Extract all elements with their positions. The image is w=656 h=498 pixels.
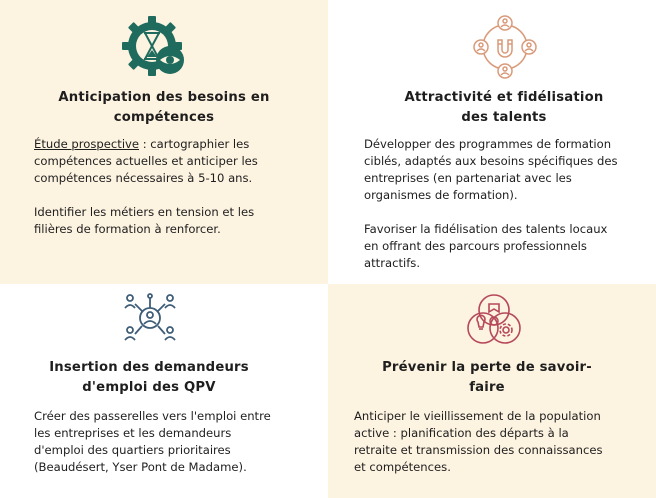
- panel-attractivite: [328, 0, 656, 284]
- panel-title: Insertion des demandeurs d'emploi des QPV: [49, 360, 249, 395]
- panel-body: Développer des programmes de formation ciblés, adaptés aux besoins spécifiques des entreprises (en partenariat avec les organismes de formation). Favoriser la fidélisation des talents locaux en offrant des parcours professionnels attractifs.: [364, 137, 618, 270]
- panel-body: Étude prospective : cartographier les compétences actuelles et anticiper les compétences nécessaires à 5-10 ans. Identifier les métiers en tension et les filières de formation à renforcer.: [34, 137, 258, 236]
- underlined-term: Étude prospective: [34, 137, 140, 151]
- panel-body: Anticiper le vieillissement de la population active : planification des départs à la retraite et transmission des connaissances et compétences.: [354, 409, 603, 474]
- venn-ideas-icon: [466, 292, 522, 350]
- panel-anticipation: [0, 0, 328, 284]
- panel-savoir-faire: [328, 284, 656, 498]
- panel-title: Attractivité et fidélisation des talents: [404, 90, 604, 125]
- people-network-icon: [122, 292, 178, 344]
- panel-body: Créer des passerelles vers l'emploi entre les entreprises et les demandeurs d'emploi des quartiers prioritaires (Beaudésert, Yser Pont de Madame).: [34, 409, 271, 474]
- panel-title: Prévenir la perte de savoir- faire: [382, 360, 592, 395]
- gear-hourglass-eye-icon: [120, 14, 188, 80]
- panel-title: Anticipation des besoins en compétences: [58, 90, 270, 125]
- panel-insertion: [0, 284, 328, 498]
- talent-magnet-network-icon: [472, 14, 538, 80]
